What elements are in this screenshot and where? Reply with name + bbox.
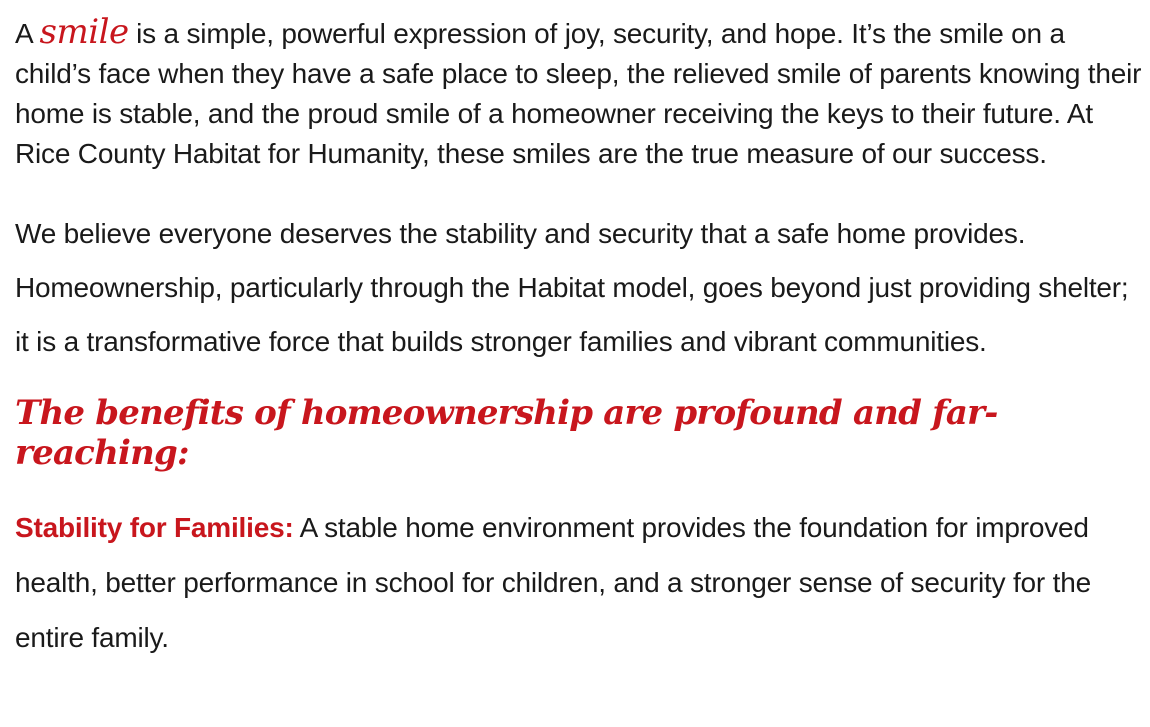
benefit-text: A stable home environment provides the foundation for improved health, better performance in school for children, and a stronger sense of security for the entire family. [15, 512, 1091, 653]
benefit-item [15, 500, 1145, 665]
smile-highlight-word: smile [39, 12, 129, 52]
benefit-label: Stability for Families: [15, 512, 294, 543]
intro-text: is a simple, powerful expression of joy, security, and hope. It’s the smile on a child’s face when they have a safe place to sleep, the relieved smile of parents knowing their home is stable, and the proud smile of a homeowner receiving the keys to their future. At Rice County Habitat for Humanity, these smiles are the true measure of our success. [15, 18, 1142, 169]
belief-paragraph: We believe everyone deserves the stability and security that a safe home provides. Homeownership, particularly through the Habitat model, goes beyond just providing shelter; it is a transformative force that builds stronger families and vibrant communities. [15, 218, 1129, 357]
intro-paragraph [15, 12, 1145, 174]
intro-lead: A [15, 18, 40, 49]
article-body [15, 0, 1145, 665]
benefits-heading: The benefits of homeownership are profound and far-reaching: [15, 393, 998, 473]
